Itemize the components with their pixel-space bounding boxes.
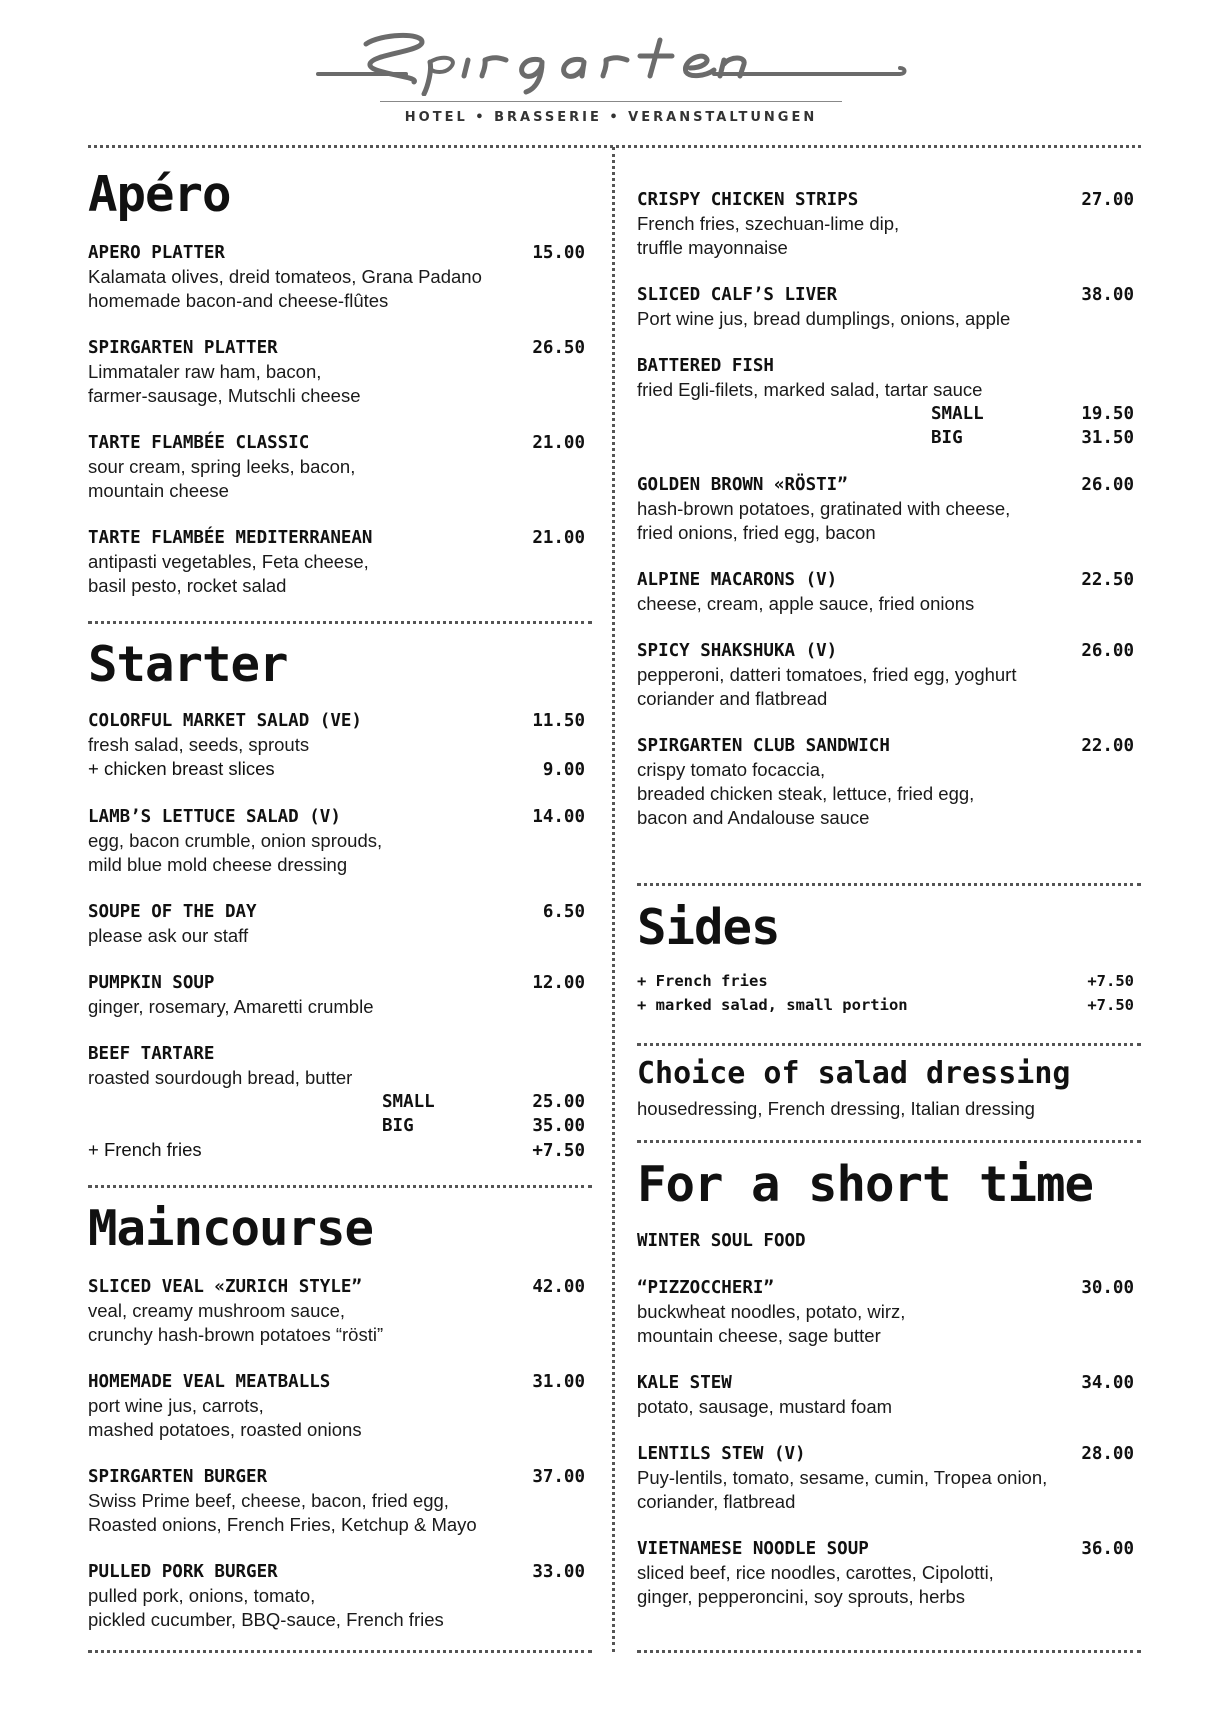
addon-label: + French fries	[88, 1139, 202, 1160]
section-title-maincourse: Maincourse	[88, 1200, 374, 1257]
maincourse-items	[88, 1275, 585, 1655]
item-desc: potato, sausage, mustard foam	[637, 1396, 893, 1417]
section-divider	[88, 1185, 592, 1188]
item-name: CRISPY CHICKEN STRIPS	[637, 190, 859, 210]
item-desc: mountain cheese	[88, 480, 229, 501]
item-name: BEEF TARTARE	[88, 1044, 215, 1064]
section-title-dressing: Choice of salad dressing	[637, 1056, 1071, 1091]
item-desc: port wine jus, carrots,	[88, 1395, 264, 1416]
menu-item	[637, 1442, 1134, 1514]
winter-soul-food-label: WINTER SOUL FOOD	[637, 1231, 806, 1251]
addon-price: 9.00	[542, 760, 585, 780]
item-desc: coriander, flatbread	[637, 1491, 796, 1512]
item-price: 28.00	[1081, 1444, 1134, 1464]
side-item	[637, 969, 1134, 993]
logo-underline	[380, 101, 842, 102]
item-name: GOLDEN BROWN «RÖSTI”	[637, 475, 848, 495]
right-mains	[637, 188, 1134, 853]
menu-item	[88, 1275, 585, 1347]
item-price: 34.00	[1081, 1373, 1134, 1393]
item-desc: fried onions, fried egg, bacon	[637, 522, 876, 543]
item-name: PULLED PORK BURGER	[88, 1562, 278, 1582]
side-label: + marked salad, small portion	[637, 996, 908, 1014]
size-price: 19.50	[1081, 404, 1134, 424]
item-name: SPIRGARTEN CLUB SANDWICH	[637, 736, 890, 756]
menu-item	[88, 805, 585, 877]
section-divider	[637, 883, 1141, 886]
item-price: 6.50	[542, 902, 585, 922]
menu-item	[88, 971, 585, 1019]
item-desc: mashed potatoes, roasted onions	[88, 1419, 362, 1440]
item-desc: crunchy hash-brown potatoes “rösti”	[88, 1324, 384, 1345]
section-title-apero: Apéro	[88, 166, 231, 223]
item-desc: mountain cheese, sage butter	[637, 1325, 881, 1346]
section-divider	[637, 1140, 1141, 1143]
menu-item	[637, 639, 1134, 711]
size-row	[88, 1090, 585, 1114]
item-desc: cheese, cream, apple sauce, fried onions	[637, 593, 975, 614]
item-price: 14.00	[532, 807, 585, 827]
item-price: 26.50	[532, 338, 585, 358]
item-price: 22.00	[1081, 736, 1134, 756]
item-price: 21.00	[532, 433, 585, 453]
item-desc: Port wine jus, bread dumplings, onions, apple	[637, 308, 1011, 329]
apero-items	[88, 241, 585, 621]
item-desc: sliced beef, rice noodles, carottes, Cipolotti,	[637, 1562, 994, 1583]
menu-item	[88, 709, 585, 782]
short-time-section	[637, 1156, 1134, 1213]
section-divider	[637, 1043, 1141, 1046]
maincourse-section	[88, 1200, 585, 1257]
dressing-desc: housedressing, French dressing, Italian dressing	[637, 1098, 1035, 1119]
starter-section	[88, 636, 585, 693]
item-desc: Limmataler raw ham, bacon,	[88, 361, 322, 382]
item-desc: farmer-sausage, Mutschli cheese	[88, 385, 361, 406]
item-desc: mild blue mold cheese dressing	[88, 854, 348, 875]
short-time-items	[637, 1229, 1134, 1632]
item-name: LAMB’S LETTUCE SALAD (V)	[88, 807, 341, 827]
menu-item	[88, 431, 585, 503]
item-name: ALPINE MACARONS (V)	[637, 570, 838, 590]
item-name: APERO PLATTER	[88, 243, 225, 263]
item-desc: truffle mayonnaise	[637, 237, 788, 258]
size-label: BIG	[931, 428, 963, 448]
menu-item	[88, 1370, 585, 1442]
item-desc: buckwheat noodles, potato, wirz,	[637, 1301, 906, 1322]
item-desc: egg, bacon crumble, onion sprouds,	[88, 830, 383, 851]
item-price: 31.00	[532, 1372, 585, 1392]
item-desc: Roasted onions, French Fries, Ketchup & Mayo	[88, 1514, 477, 1535]
item-name: KALE STEW	[637, 1373, 732, 1393]
item-name: COLORFUL MARKET SALAD (VE)	[88, 711, 362, 731]
addon-row	[88, 757, 585, 782]
menu-item	[88, 241, 585, 313]
side-price: +7.50	[1087, 996, 1134, 1014]
item-desc: crispy tomato focaccia,	[637, 759, 826, 780]
item-desc: Kalamata olives, dreid tomateos, Grana Padano	[88, 266, 482, 287]
item-name: SLICED VEAL «ZURICH STYLE”	[88, 1277, 362, 1297]
bottom-divider-right	[637, 1650, 1141, 1653]
menu-item	[637, 568, 1134, 616]
bottom-divider-left	[88, 1650, 592, 1653]
item-name: TARTE FLAMBÉE CLASSIC	[88, 433, 310, 453]
menu-item	[637, 1371, 1134, 1419]
item-price: 22.50	[1081, 570, 1134, 590]
menu-item	[88, 900, 585, 948]
item-name: “PIZZOCCHERI”	[637, 1278, 774, 1298]
item-desc: breaded chicken steak, lettuce, fried egg,	[637, 783, 975, 804]
item-price: 27.00	[1081, 190, 1134, 210]
menu-item	[637, 1276, 1134, 1348]
menu-item	[637, 188, 1134, 260]
item-name: SOUPE OF THE DAY	[88, 902, 257, 922]
item-desc: sour cream, spring leeks, bacon,	[88, 456, 356, 477]
menu-header	[0, 0, 1222, 140]
apero-section	[88, 166, 585, 223]
item-desc: pickled cucumber, BBQ-sauce, French fries	[88, 1609, 444, 1630]
item-price: 38.00	[1081, 285, 1134, 305]
tagline: HOTEL • BRASSERIE • VERANSTALTUNGEN	[404, 110, 818, 125]
size-price: 31.50	[1081, 428, 1134, 448]
menu-item	[637, 473, 1134, 545]
item-name: LENTILS STEW (V)	[637, 1444, 806, 1464]
item-desc: pepperoni, datteri tomatoes, fried egg, yoghurt	[637, 664, 1017, 685]
addon-row	[88, 1138, 585, 1163]
item-name: SPICY SHAKSHUKA (V)	[637, 641, 838, 661]
item-price: 11.50	[532, 711, 585, 731]
item-desc: fried Egli-filets, marked salad, tartar sauce	[637, 379, 983, 400]
item-price: 42.00	[532, 1277, 585, 1297]
size-row	[637, 402, 1134, 426]
menu-item	[88, 1465, 585, 1537]
item-price: 12.00	[532, 973, 585, 993]
size-label: SMALL	[382, 1092, 435, 1112]
item-price: 30.00	[1081, 1278, 1134, 1298]
section-divider	[88, 621, 592, 624]
size-price: 35.00	[532, 1116, 585, 1136]
size-price: 25.00	[532, 1092, 585, 1112]
item-price: 26.00	[1081, 641, 1134, 661]
addon-label: + chicken breast slices	[88, 758, 275, 779]
item-price: 15.00	[532, 243, 585, 263]
item-desc: fresh salad, seeds, sprouts	[88, 734, 310, 755]
side-item	[637, 993, 1134, 1017]
size-label: BIG	[382, 1116, 414, 1136]
item-name: SLICED CALF’S LIVER	[637, 285, 838, 305]
menu-item	[88, 336, 585, 408]
size-label: SMALL	[931, 404, 984, 424]
menu-item	[88, 1042, 585, 1163]
item-desc: bacon and Andalouse sauce	[637, 807, 870, 828]
item-desc: pulled pork, onions, tomato,	[88, 1585, 316, 1606]
item-desc: ginger, pepperoncini, soy sprouts, herbs	[637, 1586, 966, 1607]
item-desc: antipasti vegetables, Feta cheese,	[88, 551, 369, 572]
item-name: SPIRGARTEN BURGER	[88, 1467, 268, 1487]
item-desc: hash-brown potatoes, gratinated with cheese,	[637, 498, 1011, 519]
item-desc: Puy-lentils, tomato, sesame, cumin, Tropea onion,	[637, 1467, 1048, 1488]
size-row	[637, 426, 1134, 450]
sides-items	[637, 969, 1134, 1017]
section-title-starter: Starter	[88, 636, 288, 693]
item-desc: basil pesto, rocket salad	[88, 575, 287, 596]
item-desc: ginger, rosemary, Amaretti crumble	[88, 996, 374, 1017]
section-title-sides: Sides	[637, 899, 780, 956]
item-name: BATTERED FISH	[637, 356, 774, 376]
item-name: HOMEMADE VEAL MEATBALLS	[88, 1372, 331, 1392]
menu-item	[637, 354, 1134, 450]
item-name: VIETNAMESE NOODLE SOUP	[637, 1539, 869, 1559]
addon-price: +7.50	[532, 1141, 585, 1161]
item-desc: veal, creamy mushroom sauce,	[88, 1300, 346, 1321]
item-desc: coriander and flatbread	[637, 688, 828, 709]
item-desc: French fries, szechuan-lime dip,	[637, 213, 900, 234]
section-title-short-time: For a short time	[637, 1156, 1094, 1213]
item-name: PUMPKIN SOUP	[88, 973, 215, 993]
side-price: +7.50	[1087, 972, 1134, 990]
menu-item	[637, 1537, 1134, 1609]
menu-item	[88, 526, 585, 598]
starter-items	[88, 709, 585, 1186]
item-desc: roasted sourdough bread, butter	[88, 1067, 353, 1088]
item-price: 36.00	[1081, 1539, 1134, 1559]
item-name: SPIRGARTEN PLATTER	[88, 338, 278, 358]
item-desc: homemade bacon-and cheese-flûtes	[88, 290, 389, 311]
menu-item	[637, 734, 1134, 830]
item-price: 26.00	[1081, 475, 1134, 495]
sides-section	[637, 899, 1134, 956]
menu-item	[88, 1560, 585, 1632]
spirgarten-logo	[310, 26, 910, 96]
column-divider	[612, 147, 615, 1652]
dressing-section	[637, 1056, 1134, 1121]
menu-item	[637, 283, 1134, 331]
item-desc: Swiss Prime beef, cheese, bacon, fried egg,	[88, 1490, 449, 1511]
item-price: 21.00	[532, 528, 585, 548]
side-label: + French fries	[637, 972, 768, 990]
item-desc: please ask our staff	[88, 925, 249, 946]
item-name: TARTE FLAMBÉE MEDITERRANEAN	[88, 528, 373, 548]
size-row	[88, 1114, 585, 1138]
item-price: 33.00	[532, 1562, 585, 1582]
item-price: 37.00	[532, 1467, 585, 1487]
